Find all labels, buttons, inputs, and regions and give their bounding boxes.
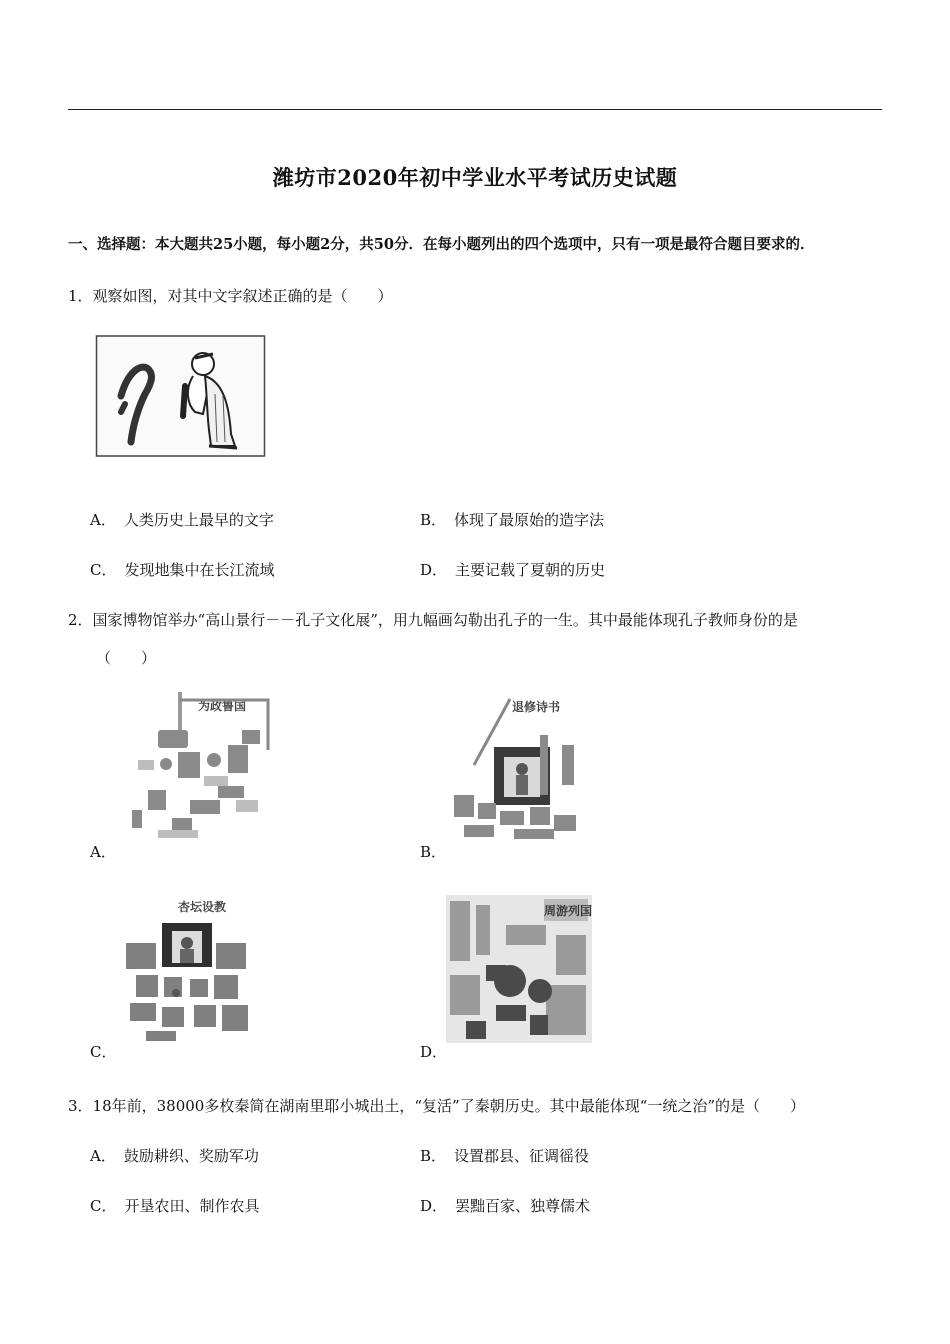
- option-letter: D．: [420, 561, 448, 579]
- question-2-option-d-image[interactable]: [446, 895, 592, 1047]
- question-2-option-b-letter[interactable]: B．: [420, 843, 447, 861]
- question-2-option-a-image[interactable]: [118, 690, 273, 849]
- option-text: 发现地集中在长江流域: [124, 561, 275, 579]
- question-2-stem-continuation: （ ）: [96, 649, 157, 667]
- option-letter: C．: [90, 561, 117, 579]
- option-text: 主要记载了夏朝的历史: [455, 561, 606, 579]
- painting-caption: 为政鲁国: [198, 699, 247, 713]
- question-3-stem: 3．18年前，38000多枚秦简在湖南里耶小城出土，“复活”了秦朝历史。其中最能体现“一统之治”的是（ ）: [68, 1097, 806, 1115]
- question-2-option-a-letter[interactable]: A．: [90, 843, 116, 861]
- painting-caption: 杏坛设教: [178, 900, 227, 914]
- question-1-stem: 1．观察如图，对其中文字叙述正确的是（ ）: [68, 287, 393, 305]
- exam-title: 潍坊市2020年初中学业水平考试历史试题: [272, 165, 678, 190]
- option-letter: B．: [420, 1147, 447, 1165]
- question-1-option-d[interactable]: [420, 559, 605, 580]
- option-text: 鼓励耕织、奖励军功: [123, 1147, 259, 1165]
- question-3-option-d[interactable]: [420, 1195, 590, 1216]
- header-rule: [68, 109, 882, 110]
- option-letter: C．: [90, 1197, 117, 1215]
- option-text: 设置郡县、征调徭役: [454, 1147, 590, 1165]
- option-letter: D．: [420, 1197, 448, 1215]
- option-text: 开垦农田、制作农具: [124, 1197, 260, 1215]
- question-3-option-a[interactable]: [90, 1145, 259, 1166]
- option-letter: A．: [90, 511, 116, 529]
- question-2-option-b-image[interactable]: [444, 695, 584, 849]
- question-1-option-b[interactable]: [420, 509, 604, 530]
- question-1-option-a[interactable]: [90, 509, 274, 530]
- question-3-option-b[interactable]: [420, 1145, 589, 1166]
- question-2-option-d-letter[interactable]: D．: [420, 1043, 448, 1061]
- question-2-option-c-letter[interactable]: C．: [90, 1043, 117, 1061]
- question-2-stem: 2．国家博物馆举办“高山景行－－孔子文化展”，用九幅画勾勒出孔子的一生。其中最能体现孔子教师身份的是: [68, 611, 798, 629]
- painting-caption: 周游列国: [544, 904, 592, 918]
- question-2-option-c-image[interactable]: [116, 895, 256, 1047]
- option-text: 罢黜百家、独尊儒术: [455, 1197, 591, 1215]
- question-3-option-c[interactable]: [90, 1195, 260, 1216]
- option-letter: A．: [90, 1147, 116, 1165]
- question-1-figure: [95, 334, 267, 463]
- option-letter: B．: [420, 511, 447, 529]
- painting-caption: 退修诗书: [512, 700, 561, 714]
- option-text: 人类历史上最早的文字: [123, 511, 274, 529]
- question-1-option-c[interactable]: [90, 559, 275, 580]
- section-heading: 一、选择题：本大题共25小题，每小题2分，共50分．在每小题列出的四个选项中，只有一项是最符合题目要求的．: [68, 236, 815, 253]
- option-text: 体现了最原始的造字法: [454, 511, 605, 529]
